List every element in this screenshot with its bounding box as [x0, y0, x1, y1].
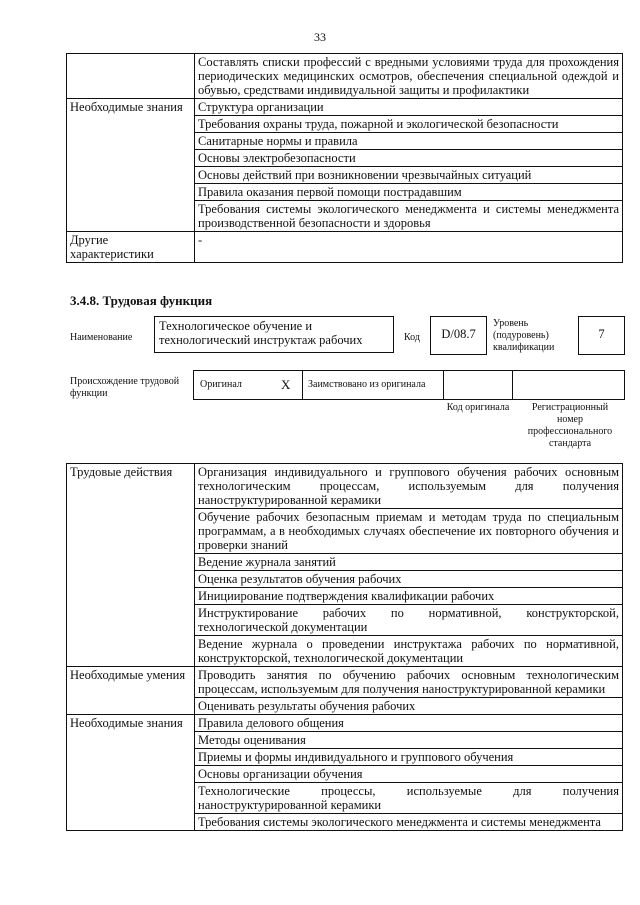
origin-label: Происхождение трудовой функции: [70, 376, 180, 399]
knowledge-item: Требования охраны труда, пожарной и экологической безопасности: [195, 116, 623, 133]
labor-function-table: [66, 463, 623, 831]
skills-label: Необходимые умения: [67, 667, 195, 715]
knowledge-item: Основы электробезопасности: [195, 150, 623, 167]
knowledge-item: Требования системы экологического менеджмента и системы менеджмента: [195, 814, 623, 831]
function-name-box: [154, 316, 394, 353]
labor-actions-label: Трудовые действия: [67, 464, 195, 667]
skill-continuation-cell: Составлять списки профессий с вредными условиями труда для прохождения периодических медицинских осмотров, обеспечения специальной одеждой и обувью, средствами индивидуальной защиты и профилактики: [195, 54, 623, 99]
other-characteristics-value: -: [195, 232, 623, 263]
code-box: [430, 316, 487, 355]
labor-action-item: Инструктирование рабочих по нормативной, конструкторской, технологической документации: [195, 605, 623, 636]
table-row: [67, 232, 623, 263]
page-number: 33: [314, 30, 326, 44]
knowledge-item: Требования системы экологического менеджмента и системы менеджмента производственной безопасности и здоровья: [195, 201, 623, 232]
labor-action-item: Ведение журнала занятий: [195, 554, 623, 571]
registration-number-label: Регистрационный номер профессионального стандарта: [527, 402, 613, 449]
code-label: Код: [404, 332, 420, 343]
knowledge-item: Структура организации: [195, 99, 623, 116]
origin-divider: [443, 370, 444, 400]
name-label: Наименование: [70, 332, 133, 343]
empty-label-cell: [67, 54, 195, 99]
knowledge-item: Санитарные нормы и правила: [195, 133, 623, 150]
labor-action-item: Ведение журнала о проведении инструктажа рабочих по нормативной, конструкторской, технологической документации: [195, 636, 623, 667]
other-characteristics-label: Другие характеристики: [67, 232, 195, 263]
origin-divider: [512, 370, 513, 400]
table-row: [67, 54, 623, 99]
knowledge-item: Приемы и формы индивидуального и группового обучения: [195, 749, 623, 766]
labor-action-item: Инициирование подтверждения квалификации рабочих: [195, 588, 623, 605]
knowledge-label: Необходимые знания: [67, 99, 195, 232]
labor-action-item: Оценка результатов обучения рабочих: [195, 571, 623, 588]
knowledge-item: Технологические процессы, используемые для получения наноструктурированной керамики: [195, 783, 623, 814]
table-row: [67, 667, 623, 698]
knowledge-item: Методы оценивания: [195, 732, 623, 749]
section-title: 3.4.8. Трудовая функция: [70, 293, 213, 308]
labor-action-item: Организация индивидуального и группового обучения рабочих основным технологическим процессам, используемым для получения наноструктурированной керамики: [195, 464, 623, 509]
knowledge-item: Основы организации обучения: [195, 766, 623, 783]
knowledge-table-continuation: [66, 53, 623, 263]
skill-item: Проводить занятия по обучению рабочих основным технологическим процессам, используемым для получения наноструктурированной керамики: [195, 667, 623, 698]
labor-action-item: Обучение рабочих безопасным приемам и методам труда по специальным программам, а в необходимых случаях обеспечение их повторного обучения и проверки знаний: [195, 509, 623, 554]
skill-item: Оценивать результаты обучения рабочих: [195, 698, 623, 715]
original-label: Оригинал: [200, 379, 242, 390]
code-value: D/08.7: [441, 327, 476, 341]
table-row: [67, 715, 623, 732]
qualification-level-label: Уровень (подуровень) квалификации: [493, 318, 555, 353]
knowledge-item: Основы действий при возникновении чрезвычайных ситуаций: [195, 167, 623, 184]
knowledge-item: Правила оказания первой помощи пострадавшим: [195, 184, 623, 201]
code-original-label: Код оригинала: [446, 402, 510, 413]
function-name-value: Технологическое обучение и технологический инструктаж рабочих: [159, 319, 363, 347]
origin-divider: [302, 370, 303, 400]
qualification-level-box: [578, 316, 625, 355]
qualification-level-value: 7: [598, 327, 605, 341]
borrowed-label: Заимствовано из оригинала: [308, 379, 426, 390]
knowledge-label: Необходимые знания: [67, 715, 195, 831]
table-row: [67, 99, 623, 116]
original-mark: X: [281, 377, 291, 392]
knowledge-item: Правила делового общения: [195, 715, 623, 732]
table-row: [67, 464, 623, 509]
